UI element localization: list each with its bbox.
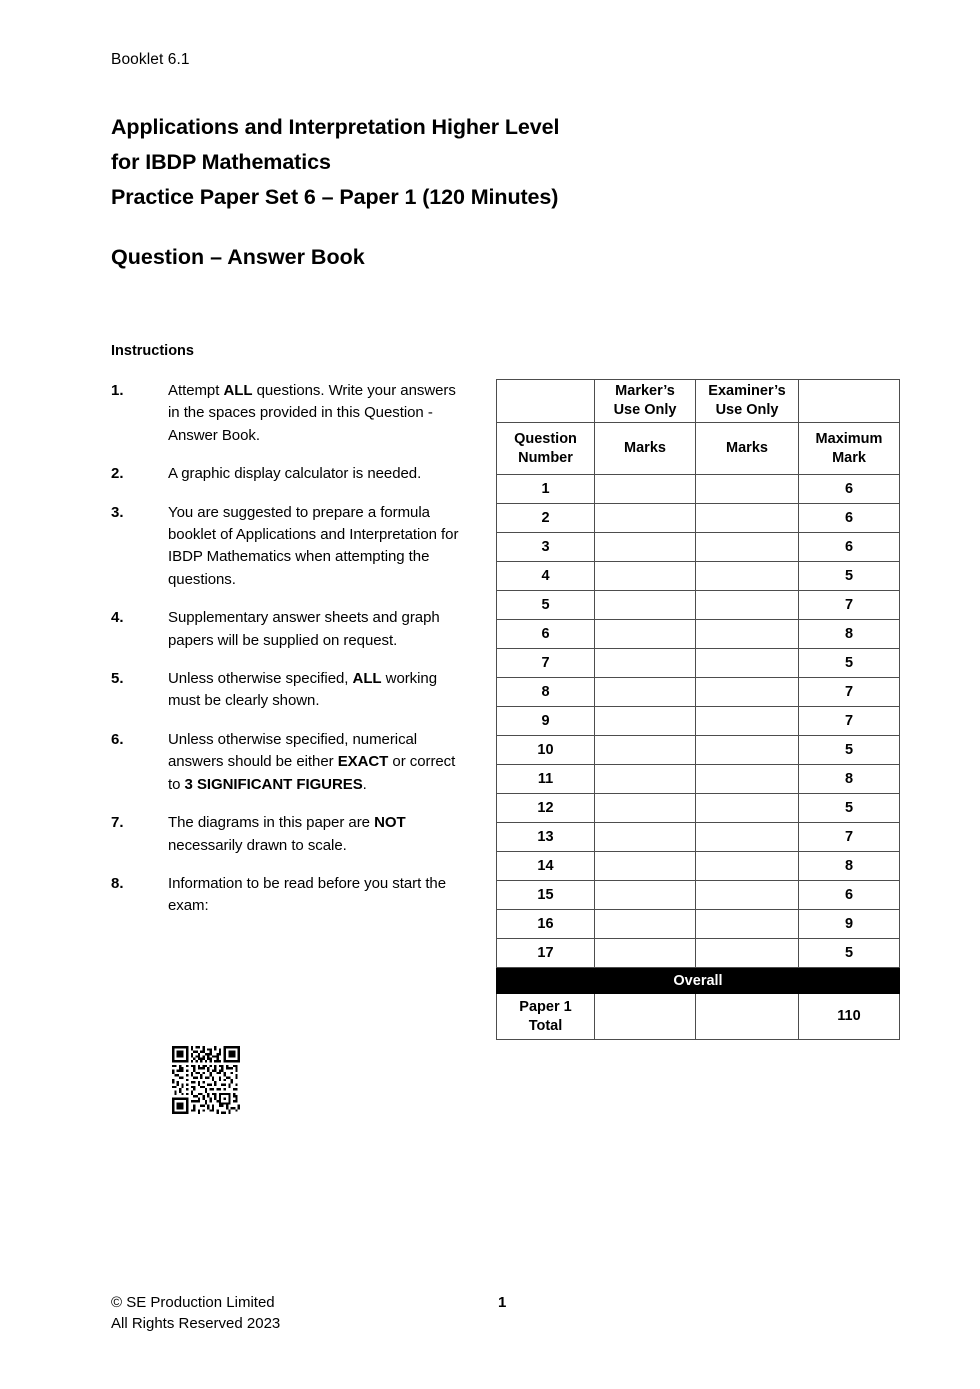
- question-number-cell: 14: [497, 852, 595, 881]
- maximum-mark-cell: 7: [799, 823, 900, 852]
- header-marker-marks: Marks: [595, 423, 696, 475]
- question-number-cell: 15: [497, 881, 595, 910]
- examiner-marks-cell[interactable]: [696, 852, 799, 881]
- question-number-cell: 13: [497, 823, 595, 852]
- question-number-cell: 4: [497, 562, 595, 591]
- instruction-text: You are suggested to prepare a formula booklet of Applications and Interpretation for IBDP Mathematics when attempting the questions.: [168, 503, 459, 588]
- instruction-text: The diagrams in this paper are NOT necessarily drawn to scale.: [168, 814, 406, 854]
- instruction-text: Attempt ALL questions. Write your answers in the spaces provided in this Question - Answer Book.: [168, 382, 456, 444]
- header-question-line1: Question: [514, 430, 577, 447]
- instruction-number: 8.: [111, 874, 124, 892]
- examiner-marks-cell[interactable]: [696, 881, 799, 910]
- question-number-cell: 7: [497, 649, 595, 678]
- examiner-marks-cell[interactable]: [696, 939, 799, 968]
- marker-marks-cell[interactable]: [595, 823, 696, 852]
- table-row: [497, 620, 900, 649]
- maximum-mark-cell: 9: [799, 910, 900, 939]
- table-row: [497, 562, 900, 591]
- examiner-marks-cell[interactable]: [696, 707, 799, 736]
- marker-marks-cell[interactable]: [595, 765, 696, 794]
- maximum-mark-cell: 5: [799, 736, 900, 765]
- total-label: [497, 994, 595, 1040]
- instruction-number: 1.: [111, 382, 124, 399]
- header-empty-topright: [799, 380, 900, 423]
- marker-marks-cell[interactable]: [595, 504, 696, 533]
- overall-label: Overall: [497, 968, 900, 994]
- maximum-mark-cell: 5: [799, 939, 900, 968]
- marker-marks-cell[interactable]: [595, 649, 696, 678]
- header-marker-line2: Use Only: [613, 402, 677, 418]
- page-number: 1: [498, 1294, 507, 1311]
- marker-marks-cell[interactable]: [595, 591, 696, 620]
- question-number-cell: 1: [497, 475, 595, 504]
- marker-marks-cell[interactable]: [595, 881, 696, 910]
- total-label-line2: Total: [528, 1017, 563, 1034]
- header-examiner-line2: Use Only: [715, 402, 779, 418]
- title-line-1: Applications and Interpretation Higher Level: [111, 115, 560, 139]
- qr-code[interactable]: [172, 1046, 240, 1114]
- header-question-line2: Number: [518, 449, 573, 466]
- total-label-line1: Paper 1: [519, 998, 572, 1015]
- examiner-marks-cell[interactable]: [696, 794, 799, 823]
- total-marker-marks-cell[interactable]: [595, 994, 696, 1040]
- maximum-mark-cell: 5: [799, 562, 900, 591]
- maximum-mark-cell: 6: [799, 533, 900, 562]
- table-row: [497, 649, 900, 678]
- marker-marks-cell[interactable]: [595, 533, 696, 562]
- examiner-marks-cell[interactable]: [696, 649, 799, 678]
- instruction-number: 3.: [111, 503, 124, 521]
- instruction-text: Information to be read before you start the exam:: [168, 874, 447, 915]
- instructions-heading: Instructions: [111, 343, 194, 359]
- table-header-row-top: [497, 380, 900, 423]
- marker-marks-cell[interactable]: [595, 794, 696, 823]
- maximum-mark-cell: 8: [799, 765, 900, 794]
- maximum-mark-cell: 5: [799, 649, 900, 678]
- examiner-marks-cell[interactable]: [696, 620, 799, 649]
- instruction-text: Unless otherwise specified, ALL working must be clearly shown.: [168, 670, 438, 710]
- table-row: [497, 939, 900, 968]
- header-maximum-mark: [799, 423, 900, 475]
- maximum-mark-cell: 6: [799, 504, 900, 533]
- maximum-mark-cell: 8: [799, 620, 900, 649]
- header-examiner-marks: Marks: [696, 423, 799, 475]
- question-number-cell: 2: [497, 504, 595, 533]
- marker-marks-cell[interactable]: [595, 910, 696, 939]
- title-line-3: Practice Paper Set 6 – Paper 1 (120 Minutes): [111, 185, 559, 209]
- table-row: [497, 881, 900, 910]
- instruction-number: 5.: [111, 670, 124, 688]
- marker-marks-cell[interactable]: [595, 707, 696, 736]
- marks-table: [496, 379, 899, 1040]
- instruction-item: [111, 729, 461, 796]
- page-title: [111, 110, 731, 215]
- table-row: [497, 504, 900, 533]
- maximum-mark-cell: 6: [799, 475, 900, 504]
- instruction-number: 2.: [111, 465, 124, 483]
- booklet-label: Booklet 6.1: [111, 51, 190, 68]
- marker-marks-cell[interactable]: [595, 736, 696, 765]
- examiner-marks-cell[interactable]: [696, 736, 799, 765]
- maximum-mark-cell: 7: [799, 591, 900, 620]
- question-number-cell: 16: [497, 910, 595, 939]
- table-row: [497, 533, 900, 562]
- table-row: [497, 823, 900, 852]
- instruction-number: 4.: [111, 609, 124, 627]
- header-maximum-line1: Maximum: [815, 430, 883, 447]
- maximum-mark-cell: 6: [799, 881, 900, 910]
- instruction-item: [111, 502, 461, 592]
- overall-bar-row: [497, 968, 900, 994]
- table-row: [497, 591, 900, 620]
- total-examiner-marks-cell[interactable]: [696, 994, 799, 1040]
- maximum-mark-cell: 7: [799, 678, 900, 707]
- title-line-2: for IBDP Mathematics: [111, 150, 331, 174]
- copyright-line-2: All Rights Reserved 2023: [111, 1315, 281, 1332]
- marker-marks-cell[interactable]: [595, 475, 696, 504]
- table-header-row-bottom: [497, 423, 900, 475]
- instruction-item: [111, 607, 461, 652]
- total-maximum-mark: 110: [799, 994, 900, 1040]
- question-number-cell: 6: [497, 620, 595, 649]
- instruction-item: [111, 812, 461, 857]
- question-number-cell: 11: [497, 765, 595, 794]
- header-examiner-line1: Examiner’s: [708, 383, 786, 399]
- header-marker-use-only: [595, 380, 696, 423]
- marker-marks-cell[interactable]: [595, 620, 696, 649]
- question-number-cell: 17: [497, 939, 595, 968]
- header-examiner-use-only: [696, 380, 799, 423]
- footer: [111, 1292, 280, 1334]
- marker-marks-cell[interactable]: [595, 678, 696, 707]
- table-row: [497, 910, 900, 939]
- table-row: [497, 765, 900, 794]
- page-subtitle: Question – Answer Book: [111, 245, 365, 269]
- table-row: [497, 475, 900, 504]
- instruction-number: 7.: [111, 814, 124, 832]
- examiner-marks-cell[interactable]: [696, 910, 799, 939]
- table-row: [497, 794, 900, 823]
- question-number-cell: 3: [497, 533, 595, 562]
- examiner-marks-cell[interactable]: [696, 591, 799, 620]
- instruction-text: Unless otherwise specified, numerical answers should be either EXACT or correct to 3 SIGNIFICANT FIGURES.: [168, 730, 456, 793]
- examiner-marks-cell[interactable]: [696, 475, 799, 504]
- instructions-list: [111, 380, 461, 934]
- copyright-line-1: © SE Production Limited: [111, 1294, 275, 1311]
- instruction-item: [111, 668, 461, 713]
- examiner-marks-cell[interactable]: [696, 562, 799, 591]
- instruction-text: Supplementary answer sheets and graph papers will be supplied on request.: [168, 609, 440, 649]
- question-number-cell: 8: [497, 678, 595, 707]
- header-marker-line1: Marker’s: [615, 383, 675, 399]
- maximum-mark-cell: 8: [799, 852, 900, 881]
- header-maximum-line2: Mark: [832, 449, 866, 466]
- examiner-marks-cell[interactable]: [696, 678, 799, 707]
- question-number-cell: 10: [497, 736, 595, 765]
- table-row: [497, 707, 900, 736]
- header-question-number: [497, 423, 595, 475]
- marker-marks-cell[interactable]: [595, 852, 696, 881]
- maximum-mark-cell: 5: [799, 794, 900, 823]
- table-row: [497, 736, 900, 765]
- examiner-marks-cell[interactable]: [696, 504, 799, 533]
- header-empty-topleft: [497, 380, 595, 423]
- question-number-cell: 12: [497, 794, 595, 823]
- instruction-item: [111, 463, 461, 485]
- examiner-marks-cell[interactable]: [696, 533, 799, 562]
- examiner-marks-cell[interactable]: [696, 823, 799, 852]
- instruction-item: [111, 380, 461, 447]
- marker-marks-cell[interactable]: [595, 939, 696, 968]
- maximum-mark-cell: 7: [799, 707, 900, 736]
- table-row: [497, 852, 900, 881]
- marker-marks-cell[interactable]: [595, 562, 696, 591]
- question-number-cell: 5: [497, 591, 595, 620]
- question-number-cell: 9: [497, 707, 595, 736]
- instruction-number: 6.: [111, 730, 124, 748]
- table-row: [497, 678, 900, 707]
- instruction-text: A graphic display calculator is needed.: [168, 465, 422, 483]
- examiner-marks-cell[interactable]: [696, 765, 799, 794]
- instruction-item: [111, 873, 461, 918]
- paper-total-row: [497, 994, 900, 1040]
